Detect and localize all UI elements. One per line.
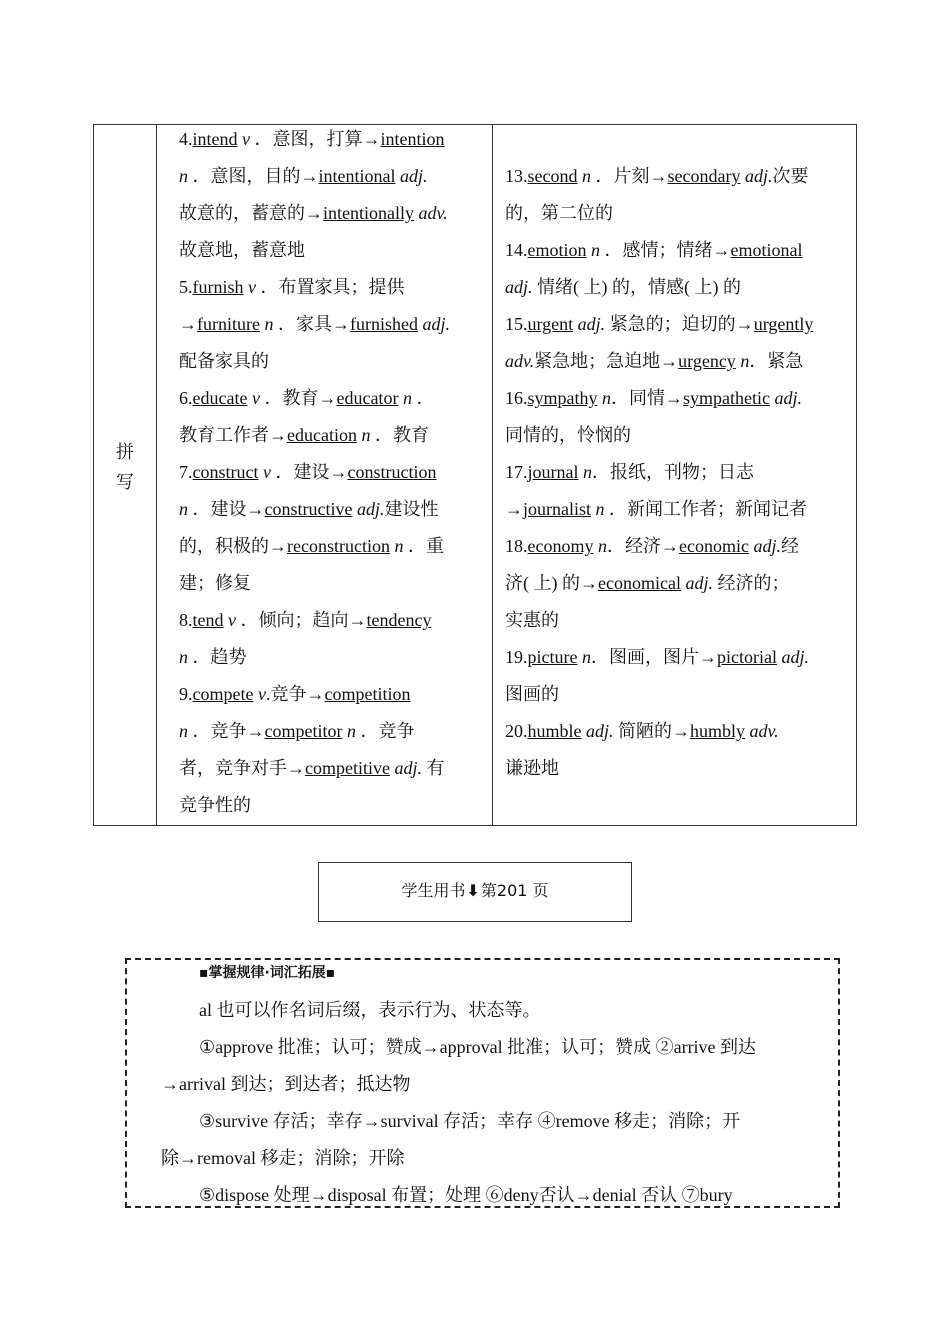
- vocab-text: v: [243, 277, 256, 297]
- column-divider: [156, 125, 157, 825]
- vocab-answer: pictorial: [716, 647, 777, 667]
- vocab-text: 14.: [505, 240, 528, 260]
- rule-line: 除→removal 移走；消除；开除: [161, 1148, 405, 1168]
- vocab-text: ．教育: [370, 425, 429, 445]
- vocab-text: n: [735, 351, 750, 371]
- vocab-answer: humbly: [690, 721, 746, 741]
- vocab-text: 的，第二位的: [505, 203, 613, 223]
- vocab-text: adv.: [413, 203, 448, 223]
- vocab-text: adj.: [740, 166, 773, 186]
- vocab-text: →: [505, 499, 523, 519]
- vocab-text: ．报纸，刊物；日志: [592, 462, 754, 482]
- vocab-rule-box: [125, 958, 840, 1208]
- vocab-answer: urgent: [527, 314, 574, 334]
- vocab-text: n: [398, 388, 412, 408]
- vocab-line: [505, 421, 842, 458]
- vocab-text: ．趋势: [188, 647, 247, 667]
- vocab-text: ．竞争: [355, 721, 415, 741]
- vocab-text: adj.: [395, 166, 428, 186]
- vocab-text: adv.: [745, 721, 779, 741]
- vocab-text: 15.: [505, 314, 528, 334]
- rule-line: ①approve 批准；认可；赞成→approval 批准；认可；赞成 ②arrive 到达: [199, 1037, 757, 1057]
- vocab-text: 配备家具的: [179, 351, 269, 371]
- vocab-text: adj.: [505, 277, 533, 297]
- vocab-line: [505, 162, 842, 199]
- vocab-text: 同情的，怜悯的: [505, 425, 631, 445]
- vocab-text: 4.: [179, 129, 193, 149]
- vocab-text: n: [577, 166, 591, 186]
- vocab-line: [505, 384, 842, 421]
- vocab-text: 故意的，蓄意的→: [179, 203, 323, 223]
- vocab-text: v: [258, 462, 271, 482]
- vocab-table: [93, 124, 857, 826]
- vocab-line: [505, 273, 842, 310]
- vocab-text: n: [578, 462, 592, 482]
- vocab-text: ．意图，打算→: [250, 129, 381, 149]
- vocab-text: 建；修复: [179, 573, 251, 593]
- vocab-text: adj.: [417, 314, 450, 334]
- vocab-line: [505, 458, 842, 495]
- vocab-answer: furnished: [349, 314, 418, 334]
- vocab-text: 紧急地；急迫地→: [534, 351, 679, 371]
- column-divider: [492, 125, 493, 825]
- side-label-char-2: 写: [116, 472, 134, 492]
- vocab-line: [179, 643, 484, 680]
- vocab-answer: second: [527, 166, 578, 186]
- vocab-text: ．教育→: [259, 388, 337, 408]
- vocab-text: 6.: [179, 388, 193, 408]
- vocab-text: adj.: [352, 499, 385, 519]
- vocab-text: adj.: [776, 647, 809, 667]
- vocab-line: [179, 125, 484, 162]
- vocab-text: n: [179, 499, 188, 519]
- vocab-text: adj.: [389, 758, 422, 778]
- vocab-text: n: [577, 647, 591, 667]
- vocab-answer: journalist: [523, 499, 591, 519]
- vocab-text: adj.: [581, 721, 614, 741]
- vocab-line: [179, 606, 484, 643]
- vocab-text: 教育工作者→: [179, 425, 287, 445]
- vocab-line: [179, 569, 484, 606]
- vocab-answer: construct: [192, 462, 259, 482]
- vocab-line: [179, 236, 484, 273]
- vocab-text: 13.: [505, 166, 528, 186]
- vocab-text: n: [179, 721, 188, 741]
- vocab-line: [179, 532, 484, 569]
- vocab-answer: intention: [380, 129, 445, 149]
- vocab-text: ．新闻工作者；新闻记者: [604, 499, 807, 519]
- vocab-text: 16.: [505, 388, 528, 408]
- vocab-answer: emotional: [730, 240, 803, 260]
- vocab-text: ．片刻→: [590, 166, 668, 186]
- vocab-text: n: [593, 536, 607, 556]
- vocab-line: [505, 310, 842, 347]
- vocab-line: [179, 384, 484, 421]
- vocab-text: v: [247, 388, 260, 408]
- vocab-text: n: [597, 388, 611, 408]
- vocab-line: [505, 754, 842, 791]
- vocab-text: ．倾向；趋向→: [236, 610, 367, 630]
- vocab-text: adj.: [573, 314, 606, 334]
- vocab-text: ．建设→: [188, 499, 265, 519]
- vocab-text: ．感情；情绪→: [600, 240, 731, 260]
- vocab-answer: sympathetic: [683, 388, 770, 408]
- vocab-text: adj.: [748, 536, 781, 556]
- side-label: [94, 437, 156, 497]
- vocab-line: [505, 606, 842, 643]
- vocab-text: n: [586, 240, 600, 260]
- vocab-answer: picture: [527, 647, 578, 667]
- ref-prefix: 学生用书: [401, 881, 466, 900]
- vocab-text: ．竞争→: [188, 721, 265, 741]
- vocab-line: [505, 495, 842, 532]
- vocab-text: adj.: [680, 573, 713, 593]
- vocab-answer: sympathy: [527, 388, 598, 408]
- vocab-text: ．重: [403, 536, 444, 556]
- vocab-answer: journal: [527, 462, 579, 482]
- vocab-answer: secondary: [667, 166, 741, 186]
- vocab-answer: intentional: [318, 166, 396, 186]
- vocab-answer: economical: [598, 573, 681, 593]
- vocab-text: n: [179, 647, 188, 667]
- vocab-text: ．布置家具；提供: [256, 277, 405, 297]
- vocab-line: [179, 458, 484, 495]
- vocab-text: →: [179, 314, 197, 334]
- vocab-text: ．紧急: [749, 351, 804, 371]
- vocab-answer: furnish: [192, 277, 244, 297]
- vocab-answer: intentionally: [323, 203, 414, 223]
- vocab-text: 简陋的→: [613, 721, 691, 741]
- vocab-line: [179, 421, 484, 458]
- vocab-text: 图画的: [505, 684, 559, 704]
- left-column: [179, 125, 484, 828]
- vocab-line: [179, 495, 484, 532]
- vocab-text: 建设性: [384, 499, 439, 519]
- vocab-line: [505, 680, 842, 717]
- vocab-line: [179, 791, 484, 828]
- vocab-line: [505, 236, 842, 273]
- vocab-line: [505, 569, 842, 606]
- vocab-answer: humble: [527, 721, 582, 741]
- vocab-text: 故意地，蓄意地: [179, 240, 305, 260]
- vocab-text: n: [591, 499, 605, 519]
- vocab-text: 8.: [179, 610, 193, 630]
- vocab-answer: constructive: [264, 499, 353, 519]
- vocab-answer: competitive: [305, 758, 390, 778]
- side-label-char-1: 拼: [116, 442, 134, 462]
- vocab-answer: intend: [192, 129, 238, 149]
- vocab-text: 的，积极的→: [179, 536, 287, 556]
- vocab-line: [505, 717, 842, 754]
- vocab-text: v: [237, 129, 250, 149]
- vocab-line: [179, 199, 484, 236]
- vocab-text: n: [179, 166, 188, 186]
- vocab-text: 谦逊地: [505, 758, 559, 778]
- vocab-answer: furniture: [197, 314, 260, 334]
- vocab-answer: reconstruction: [287, 536, 390, 556]
- vocab-text: ．: [411, 388, 435, 408]
- vocab-text: n: [342, 721, 356, 741]
- vocab-text: 经济的；: [712, 573, 790, 593]
- vocab-line: [505, 199, 842, 236]
- vocab-text: ．建设→: [270, 462, 348, 482]
- arrow-down-icon: ⬇: [466, 881, 480, 900]
- vocab-answer: tendency: [366, 610, 432, 630]
- vocab-text: ．同情→: [611, 388, 683, 408]
- vocab-text: 5.: [179, 277, 193, 297]
- vocab-line: [505, 532, 842, 569]
- rule-line: ③survive 存活；幸存→survival 存活；幸存 ④remove 移走；消除；开: [199, 1111, 741, 1131]
- vocab-line: [179, 680, 484, 717]
- rule-line: →arrival 到达；到达者；抵达物: [161, 1074, 411, 1094]
- vocab-answer: economy: [527, 536, 594, 556]
- vocab-text: adv.: [505, 351, 535, 371]
- vocab-text: 竞争性的: [179, 795, 251, 815]
- vocab-answer: emotion: [527, 240, 587, 260]
- vocab-line: [179, 273, 484, 310]
- vocab-line: [179, 717, 484, 754]
- vocab-line: [179, 754, 484, 791]
- vocab-line: [505, 643, 842, 680]
- vocab-text: 济( 上) 的→: [505, 573, 598, 593]
- vocab-answer: economic: [678, 536, 749, 556]
- vocab-line: [179, 162, 484, 199]
- vocab-text: 17.: [505, 462, 528, 482]
- vocab-line: [179, 310, 484, 347]
- vocab-text: 者，竞争对手→: [179, 758, 305, 778]
- ref-page: 第201 页: [480, 881, 549, 900]
- vocab-text: 19.: [505, 647, 528, 667]
- vocab-answer: competitor: [264, 721, 343, 741]
- vocab-answer: competition: [324, 684, 411, 704]
- vocab-text: 次要: [772, 166, 809, 186]
- vocab-answer: construction: [347, 462, 437, 482]
- vocab-text: n: [356, 425, 371, 445]
- vocab-answer: education: [287, 425, 357, 445]
- rule-line: al 也可以作名词后缀，表示行为、状态等。: [199, 1000, 541, 1020]
- vocab-answer: educator: [336, 388, 399, 408]
- vocab-text: ．家具→: [273, 314, 350, 334]
- vocab-answer: tend: [192, 610, 224, 630]
- vocab-text: 情绪( 上) 的，情感( 上) 的: [532, 277, 741, 297]
- vocab-text: 7.: [179, 462, 193, 482]
- vocab-text: 9.: [179, 684, 193, 704]
- vocab-answer: compete: [192, 684, 254, 704]
- vocab-text: v: [223, 610, 236, 630]
- right-column: [505, 162, 842, 791]
- vocab-text: 紧急的；迫切的→: [605, 314, 754, 334]
- vocab-text: .竞争→: [265, 684, 325, 704]
- vocab-text: 18.: [505, 536, 528, 556]
- rule-box-title: ▪掌握规律·词汇拓展▪: [199, 965, 336, 981]
- vocab-text: n: [259, 314, 274, 334]
- vocab-text: ．意图，目的→: [188, 166, 319, 186]
- vocab-line: [505, 347, 842, 384]
- vocab-line: [179, 347, 484, 384]
- vocab-text: 20.: [505, 721, 528, 741]
- vocab-text: ．图画，图片→: [590, 647, 717, 667]
- rule-line: ⑤dispose 处理→disposal 布置；处理 ⑥deny否认→denial 否认 ⑦bury: [199, 1185, 733, 1205]
- vocab-text: 实惠的: [505, 610, 559, 630]
- vocab-text: v: [253, 684, 266, 704]
- page-reference-box: [318, 862, 632, 922]
- vocab-text: ．经济→: [606, 536, 679, 556]
- vocab-text: 经: [780, 536, 799, 556]
- vocab-answer: urgency: [678, 351, 736, 371]
- vocab-answer: urgently: [753, 314, 814, 334]
- vocab-answer: educate: [192, 388, 248, 408]
- vocab-text: 有: [422, 758, 445, 778]
- vocab-text: n: [389, 536, 404, 556]
- vocab-text: adj.: [769, 388, 802, 408]
